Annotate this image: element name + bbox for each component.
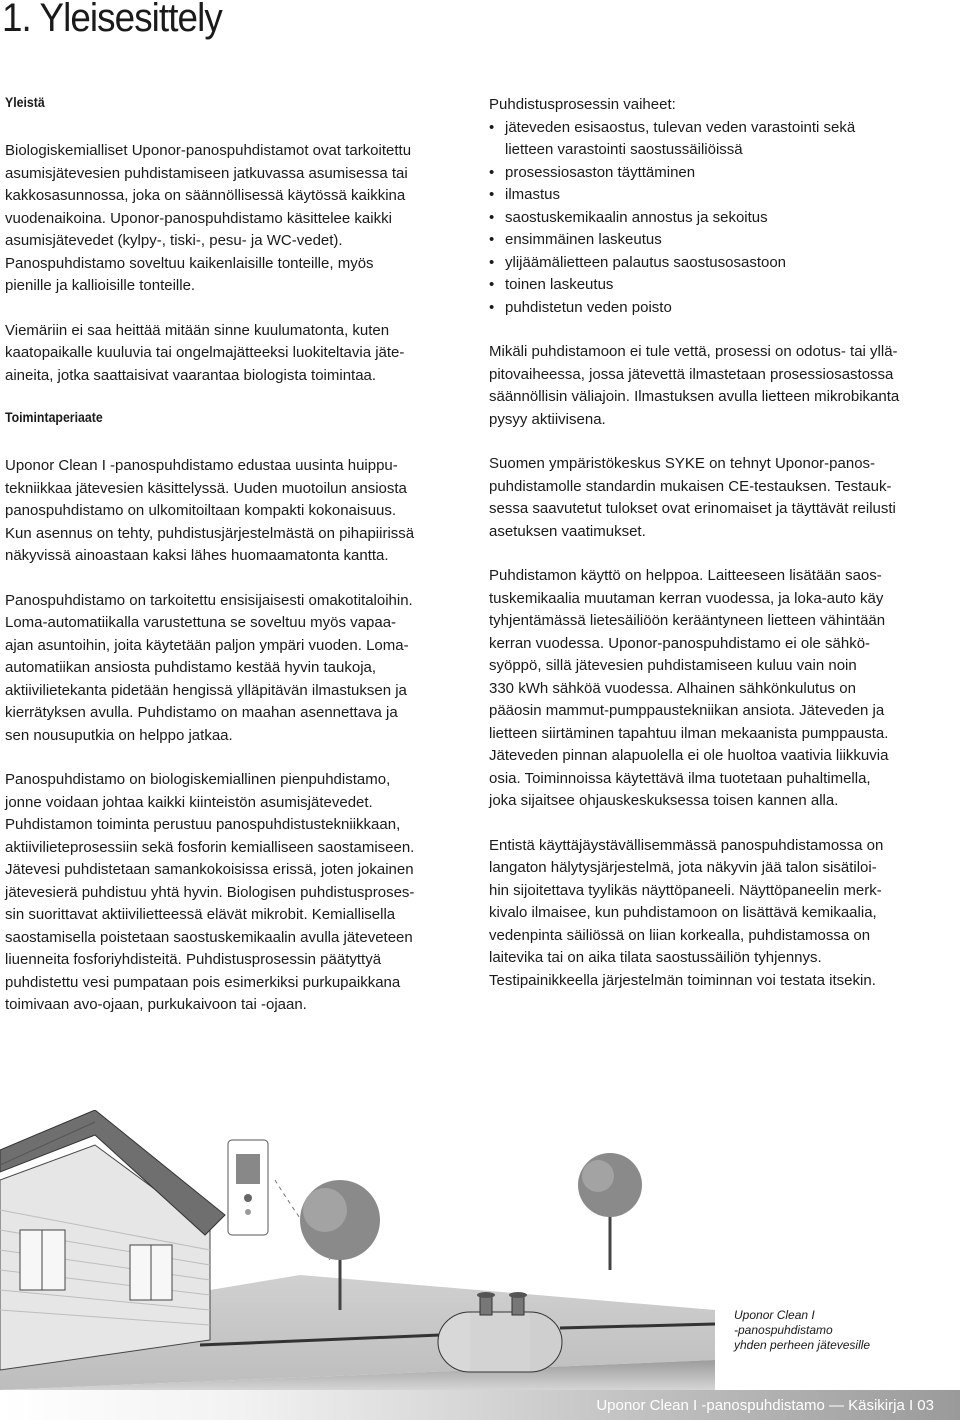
bullet-icon: • — [489, 163, 495, 181]
paragraph-usage: Panospuhdistamo on tarkoitettu ensisijaisesti omakotitaloihin. Loma-automatiikalla varustettuna se soveltuu myös vapaa- ajan asuntoihin, joita käytetään paljon ympäri vuoden. Loma- automatiikan ansiosta puhdistamo kestää hyvin taukoja, aktiivilietekanta pidetään hengissä ylläpitävän ilmastuksen ja kierrätyksen avulla. Puhdistamo on maahan asennettava ja sen nousuputkia on helppo jatkaa. — [5, 591, 413, 744]
right-column — [489, 94, 949, 1014]
process-steps-title: Puhdistusprosessin vaiheet: — [489, 96, 676, 113]
bullet-icon: • — [489, 276, 495, 293]
section-heading-general: Yleistä — [5, 94, 45, 110]
paragraph-technology: Uponor Clean I -panospuhdistamo edustaa uusinta huippu- tekniikkaa jätevesien käsittelyssä. Uuden muotoilun ansiosta panospuhdistamo on ulkomitoiltaan kompakti kokonaisuus. Kun asennus on tehty, puhdistusjärjestelmästä on pihapiirissä näkyvissä ainoastaan kaksi lähes huomaamatonta kantta. — [5, 457, 415, 564]
list-item: • ylijäämälietteen palautus saostusosastoon — [489, 252, 949, 275]
list-item: • saostuskemikaalin annostus ja sekoitus — [489, 207, 949, 230]
treatment-plant-illustration — [0, 1110, 715, 1400]
list-item: • ilmastus — [489, 184, 949, 207]
bullet-icon: • — [489, 186, 495, 203]
footer-text: Uponor Clean I -panospuhdistamo — Käsikirja I 03 — [596, 1397, 934, 1414]
paragraph-process: Panospuhdistamo on biologiskemiallinen pienpuhdistamo, jonne voidaan johtaa kaikki kiinteistön asumisjätevedet. Puhdistamon toiminta perustuu panospuhdistustekniikkaan, aktiivilieteprosessiin sekä fosforin kemialliseen saostamiseen. Jätevesi puhdistetaan samankokoisissa erissä, joten jokainen jätevesierä puhdistuu yhtä hyvin. Biologisen puhdistusproses- sin suorittavat aktiivilietteessä elävät mikrobit. Kemiallisella saostamisella poistetaan saostuskemikaalin avulla jäteveteen liuenneita fosforiyhdisteitä. Puhdistusprosessin päätyttyä puhdistettu vesi pumpataan pois esimerkiksi purkupaikkana toimivaan avo-ojaan, purkukaivoon tai -ojaan. — [5, 771, 415, 1013]
section-heading-principle: Toimintaperiaate — [5, 409, 103, 425]
paragraph-alarm: Entistä käyttäjäystävällisemmässä panospuhdistamossa on langaton hälytysjärjestelmä, jota näkyvin jää talon sisätiloi- hin sijoitettava tyylikäs näyttöpaneeli. Näyttöpaneelin merk- kivalo ilmaisee, kun puhdistamoon on lisättävä kemikaalia, vedenpinta säiliössä on liian korkealla, puhdistamossa on laitevika tai on aika tilata saostussäiliön tyhjennys. Testipainikkeella järjestelmän toiminnan voi testata itsekin. — [489, 836, 884, 989]
list-item: • ensimmäinen laskeutus — [489, 229, 949, 252]
page-title: 1. Yleisesittely — [2, 0, 222, 40]
house-drawing — [0, 1110, 225, 1370]
bullet-icon: • — [489, 253, 495, 271]
bullet-icon: • — [489, 118, 495, 136]
bullet-icon: • — [489, 298, 495, 316]
paragraph-operation: Puhdistamon käyttö on helppoa. Laitteeseen lisätään saos- tuskemikaalia muutaman kerran vuodessa, ja loka-auto käy tyhjentämässä lietesäiliöön kerääntyneen lietteen vähintään kerran vuodessa. Uponor-panospuhdistamo ei ole sähkö- syöppö, sillä jätevesien puhdistamiseen kuluu vain noin 330 kWh sähköä vuodessa. Alhainen sähkönkulutus on pääosin mammut-pumppaustekniikan ansiota. Jäteveden ja lietteen siirtäminen tapahtuu ilman mekaanista pumppausta. Jäteveden pinnan alapuolella ei ole huoltoa vaativia liikkuvia osia. Toiminnoissa käytettävä ilma tuotetaan puhaltimella, joka sijaitsee ohjauskeskuksessa toisen kannen alla. — [489, 567, 889, 809]
paragraph-intro: Biologiskemialliset Uponor-panospuhdistamot ovat tarkoitettu asumisjätevesien puhdistamiseen jatkuvassa asumisessa tai kakkosasunnossa, joka on säännöllisessä käytössä kaikkina vuodenaikoina. Uponor-panospuhdistamo käsittelee kaikki asumisjätevedet (kylpy-, tiski-, pesu- ja WC-vedet). Panospuhdistamo soveltuu kaikenlaisille tonteille, myös pienille ja kallioisille tonteille. — [5, 142, 412, 294]
bullet-icon: • — [489, 231, 495, 248]
paragraph-standby: Mikäli puhdistamoon ei tule vettä, prosessi on odotus- tai yllä- pitovaiheessa, jossa jätevettä ilmastetaan prosessiosastossa säännöllisin väliajoin. Ilmastuksen avulla lietteen mikrobikanta pysyy aktiivisena. — [489, 343, 900, 428]
bullet-icon: • — [489, 208, 495, 226]
left-column — [5, 94, 470, 1039]
list-item: • puhdistetun veden poisto — [489, 297, 949, 320]
paragraph-sewer-warning: Viemäriin ei saa heittää mitään sinne kuulumatonta, kuten kaatopaikalle kuuluvia tai ongelmajätteeksi luokiteltavia jäte- aineita, jotka saattaisivat vaarantaa biologista toimintaa. — [5, 321, 405, 384]
illustration-caption: Uponor Clean I -panospuhdistamo yhden perheen jätevesille — [734, 1308, 871, 1352]
list-item: • jäteveden esisaostus, tulevan veden varastointi sekä lietteen varastointi saostussäiliöissä — [489, 118, 856, 158]
list-item: • prosessiosaston täyttäminen — [489, 162, 949, 185]
tree-right — [578, 1153, 642, 1270]
paragraph-testing: Suomen ympäristökeskus SYKE on tehnyt Uponor-panos- puhdistamolle standardin mukaisen CE-testauksen. Testauk- sessa saavutetut tulokset ovat erinomaiset ja täyttävät reilusti asetuksen vaatimukset. — [489, 455, 896, 540]
list-item: • toinen laskeutus — [489, 274, 949, 297]
process-steps-list — [489, 117, 949, 320]
